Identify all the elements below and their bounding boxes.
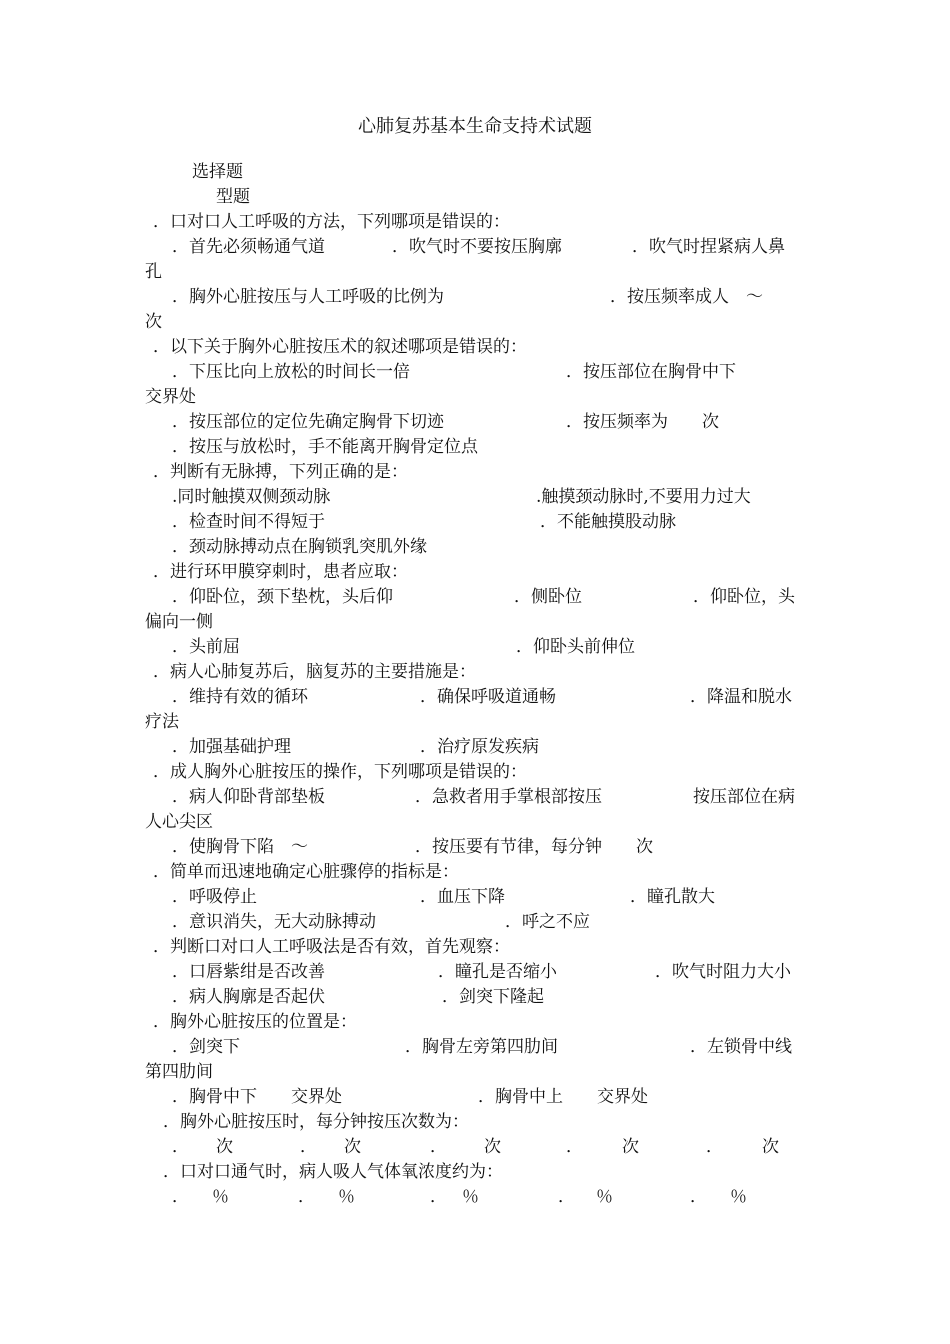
text-line: ．颈动脉搏动点在胸锁乳突肌外缘 [172,537,427,557]
text-line: ．进行环甲膜穿刺时，患者应取： [153,562,408,582]
text-line: 疗法 [145,712,179,732]
text-line: ．仰卧位，颈下垫枕，头后仰 [172,587,393,607]
text-line: ．胸骨中上 交界处 [478,1087,648,1107]
text-line: ．瞳孔散大 [630,887,715,907]
text-line: 孔 [145,262,162,282]
text-line: ．加强基础护理 [172,737,291,757]
text-line: ．胸骨左旁第四肋间 [405,1037,558,1057]
text-line: ．治疗原发疾病 [420,737,539,757]
text-line: ． [566,1137,583,1157]
text-line: 按压部位在病 [693,787,795,807]
text-line: ．判断有无脉搏，下列正确的是： [153,462,408,482]
text-line: 次 [622,1137,639,1157]
section-heading: 选择题 [192,162,243,182]
text-line: ．使胸骨下陷 ～ [172,837,308,857]
text-line: 次 [145,312,162,332]
text-line: ．口对口人工呼吸的方法，下列哪项是错误的： [153,212,510,232]
text-line: ．以下关于胸外心脏按压术的叙述哪项是错误的： [153,337,527,357]
text-line: ．剑突下 [172,1037,240,1057]
text-line: ． [172,1187,189,1207]
text-line: ．口唇紫绀是否改善 [172,962,325,982]
text-line: ．吹气时捏紧病人鼻 [632,237,785,257]
text-line: ．按压与放松时，手不能离开胸骨定位点 [172,437,478,457]
text-line: ． [298,1187,315,1207]
text-line: ．简单而迅速地确定心脏骤停的指标是： [153,862,459,882]
text-line: ． [430,1137,447,1157]
text-line: 第四肋间 [145,1062,213,1082]
text-line: ．吹气时不要按压胸廓 [392,237,562,257]
text-line: 偏向一侧 [145,612,213,632]
text-line: 次 [762,1137,779,1157]
text-line: ．不能触摸股动脉 [540,512,676,532]
text-line: ．首先必须畅通气道 [172,237,325,257]
text-line: ．病人仰卧背部垫板 [172,787,325,807]
subsection-heading: 型题 [216,187,250,207]
text-line: ． [690,1187,707,1207]
text-line: ％ [462,1187,479,1207]
text-line: ． [300,1137,317,1157]
text-line: ．吹气时阻力大小 [655,962,791,982]
text-line: ． [430,1187,447,1207]
text-line: ．成人胸外心脏按压的操作，下列哪项是错误的： [153,762,527,782]
text-line: ．意识消失，无大动脉搏动 [172,912,376,932]
text-line: ．胸骨中下 交界处 [172,1087,342,1107]
page-title: 心肺复苏基本生命支持术试题 [358,116,592,137]
text-line: ．胸外心脏按压的位置是： [153,1012,357,1032]
text-line: 次 [344,1137,361,1157]
text-line: ％ [212,1187,229,1207]
text-line: 交界处 [145,387,196,407]
text-line: ％ [596,1187,613,1207]
text-line: .触摸颈动脉时,不要用力过大 [536,487,751,507]
text-line: ．按压频率成人 ～ [610,287,763,307]
text-line: ．确保呼吸道通畅 [420,687,556,707]
text-line: ．判断口对口人工呼吸法是否有效，首先观察： [153,937,510,957]
text-line: ．剑突下隆起 [442,987,544,1007]
text-line: ．病人心肺复苏后，脑复苏的主要措施是： [153,662,476,682]
text-line: ．侧卧位 [514,587,582,607]
text-line: ．仰卧头前伸位 [516,637,635,657]
text-line: ．按压部位在胸骨中下 [566,362,736,382]
text-line: ．瞳孔是否缩小 [438,962,557,982]
text-line: ．胸外心脏按压时，每分钟按压次数为： [163,1112,469,1132]
text-line: ．维持有效的循环 [172,687,308,707]
text-line: ．下压比向上放松的时间长一倍 [172,362,410,382]
text-line: ． [706,1137,723,1157]
text-line: ．病人胸廓是否起伏 [172,987,325,1007]
text-line: 次 [484,1137,501,1157]
text-line: ．头前屈 [172,637,240,657]
text-line: ．呼之不应 [505,912,590,932]
text-line: ．胸外心脏按压与人工呼吸的比例为 [172,287,444,307]
text-line: ． [172,1137,189,1157]
text-line: ．口对口通气时，病人吸人气体氧浓度约为： [163,1162,503,1182]
text-line: ．急救者用手掌根部按压 [415,787,602,807]
text-line: ．呼吸停止 [172,887,257,907]
text-line: ．血压下降 [420,887,505,907]
text-line: ．按压部位的定位先确定胸骨下切迹 [172,412,444,432]
text-line: 人心尖区 [145,812,213,832]
text-line: ．降温和脱水 [690,687,792,707]
text-line: ．左锁骨中线 [690,1037,792,1057]
text-line: ％ [730,1187,747,1207]
text-line: ． [558,1187,575,1207]
text-line: ．按压要有节律，每分钟 次 [415,837,653,857]
text-line: .同时触摸双侧颈动脉 [172,487,331,507]
text-line: ．按压频率为 次 [566,412,719,432]
text-line: ％ [338,1187,355,1207]
text-line: ．检查时间不得短于 [172,512,325,532]
text-line: ．仰卧位，头 [693,587,795,607]
text-line: 次 [216,1137,233,1157]
